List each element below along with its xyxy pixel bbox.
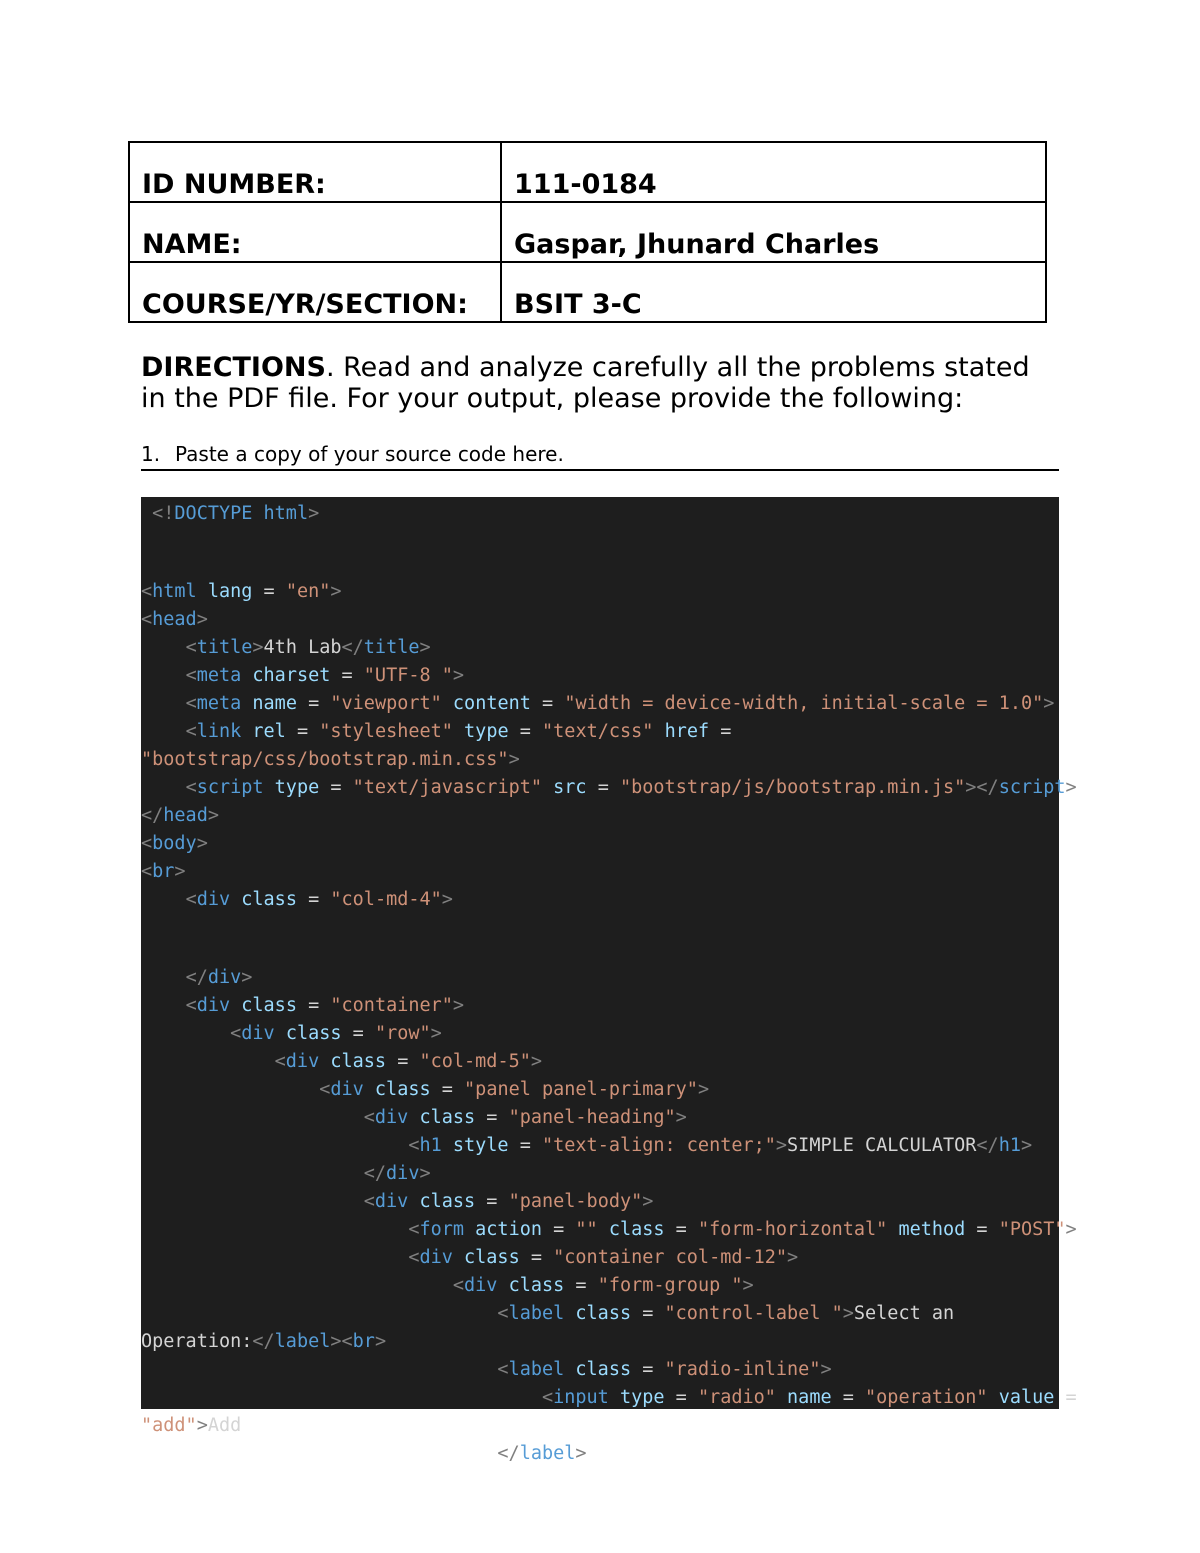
code-string: "control-label " <box>664 1303 843 1324</box>
code-punctuation: < <box>141 861 153 882</box>
code-text: = <box>386 1051 420 1072</box>
code-line <box>141 1247 798 1269</box>
code-attribute: class <box>575 1359 632 1380</box>
list-item-number: 1. <box>141 442 161 466</box>
code-text <box>141 1163 364 1184</box>
code-text: = <box>508 1135 542 1156</box>
code-attribute: name <box>787 1387 832 1408</box>
code-text <box>609 1387 620 1408</box>
code-tag-name: div <box>386 1163 420 1184</box>
code-string: "width = device-width, initial-scale = 1.0" <box>564 693 1044 714</box>
code-tag-name: div <box>464 1275 498 1296</box>
code-tag-name: html <box>263 503 309 524</box>
code-tag-name: br <box>352 1331 375 1352</box>
code-text: = <box>631 1359 665 1380</box>
code-tag-name: meta <box>196 665 242 686</box>
code-string: "stylesheet" <box>319 721 453 742</box>
code-string: "en" <box>285 581 331 602</box>
code-text: = <box>296 995 331 1016</box>
code-punctuation: > <box>697 1079 710 1100</box>
code-attribute: style <box>452 1135 509 1156</box>
code-attribute: class <box>608 1219 665 1240</box>
code-attribute: class <box>374 1079 431 1100</box>
code-punctuation: < <box>363 1191 375 1212</box>
code-line <box>141 609 208 631</box>
code-string: "viewport" <box>330 693 442 714</box>
code-punctuation: > <box>241 967 253 988</box>
code-text <box>141 1107 364 1128</box>
code-punctuation: > <box>430 1023 442 1044</box>
code-punctuation: < <box>497 1303 509 1324</box>
code-line <box>141 581 342 603</box>
code-text <box>564 1303 575 1324</box>
code-text <box>141 1219 408 1240</box>
code-tag-name: DOCTYPE <box>174 503 253 524</box>
code-line <box>141 1359 832 1381</box>
code-text: = <box>831 1387 866 1408</box>
code-text: = <box>564 1275 598 1296</box>
code-string: "" <box>575 1219 598 1240</box>
course-value: BSIT 3-C <box>501 262 1046 322</box>
code-text: = <box>475 1191 509 1212</box>
code-tag-name: head <box>152 609 197 630</box>
code-text: = <box>1054 1387 1077 1408</box>
code-tag-name: div <box>374 1191 409 1212</box>
code-line <box>141 1303 954 1325</box>
code-punctuation: < <box>497 1359 509 1380</box>
code-string: "col-md-5" <box>419 1051 531 1072</box>
code-attribute: method <box>898 1219 966 1240</box>
code-punctuation: </ <box>497 1443 520 1464</box>
code-text <box>141 1275 453 1296</box>
code-punctuation: > <box>775 1135 788 1156</box>
code-text: = <box>541 1219 576 1240</box>
code-text: = <box>330 665 364 686</box>
code-punctuation: < <box>185 995 197 1016</box>
code-punctuation: > <box>452 665 465 686</box>
code-line <box>141 1443 587 1465</box>
code-line <box>141 889 453 911</box>
code-line <box>141 805 219 827</box>
code-punctuation: < <box>141 581 153 602</box>
code-tag-name: label <box>274 1331 331 1352</box>
code-text <box>141 665 186 686</box>
code-punctuation: < <box>185 889 197 910</box>
code-punctuation: > <box>252 637 264 658</box>
code-text <box>408 1107 419 1128</box>
code-attribute: class <box>285 1023 342 1044</box>
code-string: "container col-md-12" <box>553 1247 788 1268</box>
code-string: "container" <box>330 995 453 1016</box>
code-tag-name: h1 <box>419 1135 442 1156</box>
code-punctuation: < <box>230 1023 242 1044</box>
code-punctuation: < <box>185 665 197 686</box>
code-punctuation: < <box>541 1387 554 1408</box>
code-punctuation: > <box>675 1107 687 1128</box>
code-punctuation: > <box>742 1275 754 1296</box>
code-punctuation: < <box>185 693 197 714</box>
list-item-text: Paste a copy of your source code here. <box>175 442 564 466</box>
code-attribute: charset <box>252 665 331 686</box>
code-string: "row" <box>374 1023 431 1044</box>
code-punctuation: < <box>141 833 153 854</box>
code-text <box>408 1191 419 1212</box>
code-attribute: type <box>274 777 320 798</box>
code-text: = <box>296 693 331 714</box>
code-punctuation: <! <box>141 503 175 524</box>
code-punctuation: < <box>185 777 197 798</box>
code-punctuation: </ <box>185 967 208 988</box>
code-tag-name: label <box>508 1359 565 1380</box>
code-string: "POST" <box>998 1219 1066 1240</box>
code-punctuation: > <box>530 1051 543 1072</box>
code-punctuation: < <box>408 1219 420 1240</box>
code-attribute: class <box>419 1107 476 1128</box>
code-text: = <box>631 1303 665 1324</box>
code-text <box>988 1387 999 1408</box>
code-attribute: src <box>553 777 587 798</box>
code-tag-name: script <box>998 777 1066 798</box>
code-tag-name: div <box>285 1051 320 1072</box>
code-string: "text/javascript" <box>352 777 543 798</box>
directions-text: . Read and analyze carefully all the problems stated in the PDF file. For your output, please provide the following: <box>141 352 1030 414</box>
code-text: = <box>586 777 620 798</box>
code-line <box>141 637 431 659</box>
code-line <box>141 1331 386 1353</box>
code-tag-name: label <box>519 1443 576 1464</box>
code-punctuation: > <box>207 805 219 826</box>
code-punctuation: < <box>185 637 197 658</box>
code-line <box>141 777 1077 799</box>
code-string: "add" <box>141 1415 197 1436</box>
code-line <box>141 1415 241 1437</box>
code-punctuation: < <box>185 721 197 742</box>
code-punctuation: > <box>441 889 453 910</box>
code-tag-name: div <box>330 1079 364 1100</box>
code-text: Select an <box>853 1303 955 1324</box>
code-line <box>141 1107 687 1129</box>
code-text <box>141 637 186 658</box>
code-tag-name: body <box>152 833 197 854</box>
code-tag-name: label <box>508 1303 565 1324</box>
code-attribute: class <box>575 1303 632 1324</box>
code-punctuation: </ <box>341 637 364 658</box>
code-line <box>141 995 464 1017</box>
code-attribute: type <box>464 721 509 742</box>
table-row <box>129 142 1046 202</box>
code-attribute: class <box>464 1247 520 1268</box>
code-tag-name: div <box>207 967 242 988</box>
code-string: "panel-body" <box>508 1191 643 1212</box>
code-punctuation: > <box>174 861 186 882</box>
code-text <box>141 967 186 988</box>
code-attribute: class <box>419 1191 476 1212</box>
code-attribute: action <box>475 1219 542 1240</box>
student-info-table <box>128 141 1047 323</box>
code-text <box>141 693 186 714</box>
code-text: = <box>709 721 732 742</box>
code-string: "panel-heading" <box>508 1107 676 1128</box>
code-line <box>141 1135 1032 1157</box>
code-punctuation: </ <box>976 1135 999 1156</box>
code-text <box>141 1247 408 1268</box>
name-label: NAME: <box>129 202 501 262</box>
code-text: 4th Lab <box>263 637 342 658</box>
code-text: = <box>430 1079 465 1100</box>
code-punctuation: < <box>141 609 153 630</box>
code-text <box>197 581 208 602</box>
code-line <box>141 1051 542 1073</box>
code-text <box>241 693 252 714</box>
code-punctuation: > <box>308 503 320 524</box>
code-tag-name: div <box>196 889 231 910</box>
code-text: = <box>319 777 353 798</box>
code-attribute: name <box>252 693 297 714</box>
code-punctuation: > <box>575 1443 587 1464</box>
code-line <box>141 1191 653 1213</box>
code-tag-name: div <box>374 1107 409 1128</box>
code-attribute: class <box>330 1051 387 1072</box>
code-punctuation: > <box>1043 693 1055 714</box>
code-text <box>453 1247 464 1268</box>
code-text <box>653 721 664 742</box>
code-tag-name: head <box>163 805 208 826</box>
code-text <box>453 721 464 742</box>
code-attribute: rel <box>252 721 286 742</box>
code-tag-name: form <box>419 1219 465 1240</box>
code-attribute: type <box>619 1387 665 1408</box>
code-line <box>141 1219 1077 1241</box>
code-line <box>141 749 520 771</box>
code-text: Operation: <box>141 1331 253 1352</box>
table-row <box>129 262 1046 322</box>
code-attribute: class <box>241 995 297 1016</box>
code-tag-name: link <box>196 721 242 742</box>
code-tag-name: div <box>241 1023 275 1044</box>
code-punctuation: ></ <box>965 777 999 798</box>
code-punctuation: > <box>196 609 208 630</box>
code-text <box>141 721 186 742</box>
directions-heading: DIRECTIONS <box>141 352 326 383</box>
code-text <box>141 1191 364 1212</box>
code-punctuation: >< <box>330 1331 353 1352</box>
code-punctuation: < <box>452 1275 465 1296</box>
code-text <box>141 1051 275 1072</box>
code-string: "text-align: center;" <box>542 1135 776 1156</box>
code-string: "radio" <box>697 1387 776 1408</box>
code-text: = <box>252 581 286 602</box>
code-punctuation: < <box>408 1247 420 1268</box>
code-text <box>141 1135 408 1156</box>
code-text <box>141 889 186 910</box>
code-text <box>141 1359 497 1380</box>
code-punctuation: > <box>196 1415 208 1436</box>
code-punctuation: > <box>330 581 342 602</box>
code-text <box>141 1023 230 1044</box>
code-text <box>241 721 252 742</box>
code-text: = <box>285 721 320 742</box>
code-text: = <box>508 721 543 742</box>
code-punctuation: </ <box>252 1331 275 1352</box>
code-line <box>141 665 464 687</box>
code-string: "form-horizontal" <box>697 1219 888 1240</box>
code-tag-name: title <box>196 637 253 658</box>
code-string: "radio-inline" <box>664 1359 821 1380</box>
code-line <box>141 721 731 743</box>
code-punctuation: > <box>787 1247 799 1268</box>
code-text <box>141 1079 319 1100</box>
code-attribute: href <box>664 721 710 742</box>
list-item <box>141 441 1059 471</box>
code-attribute: class <box>508 1275 565 1296</box>
id-number-value: 111-0184 <box>501 142 1046 202</box>
code-text: = <box>296 889 331 910</box>
code-punctuation: > <box>419 637 431 658</box>
code-text <box>598 1219 609 1240</box>
code-punctuation: > <box>1065 777 1077 798</box>
code-string: "col-md-4" <box>330 889 442 910</box>
code-punctuation: > <box>419 1163 431 1184</box>
code-text <box>141 1443 497 1464</box>
code-punctuation: > <box>452 995 465 1016</box>
code-tag-name: br <box>152 861 175 882</box>
table-row <box>129 202 1046 262</box>
code-text: = <box>664 1387 698 1408</box>
code-punctuation: < <box>319 1079 331 1100</box>
code-text: = <box>341 1023 375 1044</box>
code-attribute: value <box>998 1387 1055 1408</box>
code-text <box>275 1023 286 1044</box>
code-attribute: content <box>452 693 531 714</box>
code-text <box>776 1387 787 1408</box>
code-text <box>564 1359 575 1380</box>
code-line <box>141 967 252 989</box>
code-punctuation: > <box>1020 1135 1033 1156</box>
code-text: = <box>664 1219 698 1240</box>
code-attribute: lang <box>207 581 253 602</box>
code-text <box>241 665 252 686</box>
code-tag-name: div <box>419 1247 453 1268</box>
code-punctuation: > <box>842 1303 854 1324</box>
code-string: "bootstrap/js/bootstrap.min.js" <box>620 777 966 798</box>
code-punctuation: > <box>508 749 520 770</box>
code-attribute: class <box>241 889 297 910</box>
code-text <box>319 1051 330 1072</box>
code-text <box>141 1303 497 1324</box>
code-text: = <box>475 1107 509 1128</box>
code-tag-name: meta <box>196 693 242 714</box>
code-punctuation: > <box>820 1359 832 1380</box>
code-text <box>442 693 453 714</box>
code-text <box>141 1387 542 1408</box>
code-string: "bootstrap/css/bootstrap.min.css" <box>141 749 509 770</box>
code-string: "text/css" <box>542 721 654 742</box>
code-tag-name: div <box>196 995 231 1016</box>
code-punctuation: </ <box>141 805 164 826</box>
code-line <box>141 1023 442 1045</box>
code-tag-name: script <box>196 777 264 798</box>
code-text <box>230 889 241 910</box>
code-tag-name: html <box>152 581 197 602</box>
code-string: "operation" <box>865 1387 988 1408</box>
code-text <box>141 777 186 798</box>
code-text <box>464 1219 475 1240</box>
code-punctuation: < <box>408 1135 420 1156</box>
code-text: SIMPLE CALCULATOR <box>787 1135 977 1156</box>
code-tag-name: title <box>363 637 420 658</box>
code-line <box>141 1079 709 1101</box>
code-string: "UTF-8 " <box>363 665 453 686</box>
code-line <box>141 1163 431 1185</box>
directions-paragraph <box>141 352 1061 414</box>
code-text: = <box>519 1247 554 1268</box>
code-string: "panel panel-primary" <box>464 1079 698 1100</box>
code-text <box>141 995 186 1016</box>
code-string: "form-group " <box>597 1275 743 1296</box>
code-line <box>141 1275 754 1297</box>
code-text: = <box>965 1219 999 1240</box>
code-text: Add <box>207 1415 242 1436</box>
code-text <box>264 777 275 798</box>
code-text <box>497 1275 508 1296</box>
code-punctuation: > <box>1065 1219 1077 1240</box>
code-tag-name: input <box>553 1387 609 1408</box>
code-text <box>542 777 553 798</box>
code-line <box>141 833 208 855</box>
id-number-label: ID NUMBER: <box>129 142 501 202</box>
code-text: = <box>530 693 565 714</box>
code-line <box>141 503 319 525</box>
course-label: COURSE/YR/SECTION: <box>129 262 501 322</box>
code-punctuation: > <box>196 833 208 854</box>
code-punctuation: > <box>374 1331 387 1352</box>
code-text <box>442 1135 453 1156</box>
code-text <box>887 1219 898 1240</box>
code-text <box>252 503 263 524</box>
code-punctuation: < <box>274 1051 286 1072</box>
code-text <box>230 995 241 1016</box>
code-line <box>141 693 1054 715</box>
source-code-block <box>141 497 1077 1464</box>
name-value: Gaspar, Jhunard Charles <box>501 202 1046 262</box>
code-punctuation: < <box>363 1107 375 1128</box>
code-tag-name: h1 <box>998 1135 1021 1156</box>
code-line <box>141 861 186 883</box>
code-punctuation: > <box>642 1191 654 1212</box>
code-punctuation: </ <box>363 1163 387 1184</box>
code-text <box>364 1079 375 1100</box>
code-line <box>141 1387 1077 1409</box>
